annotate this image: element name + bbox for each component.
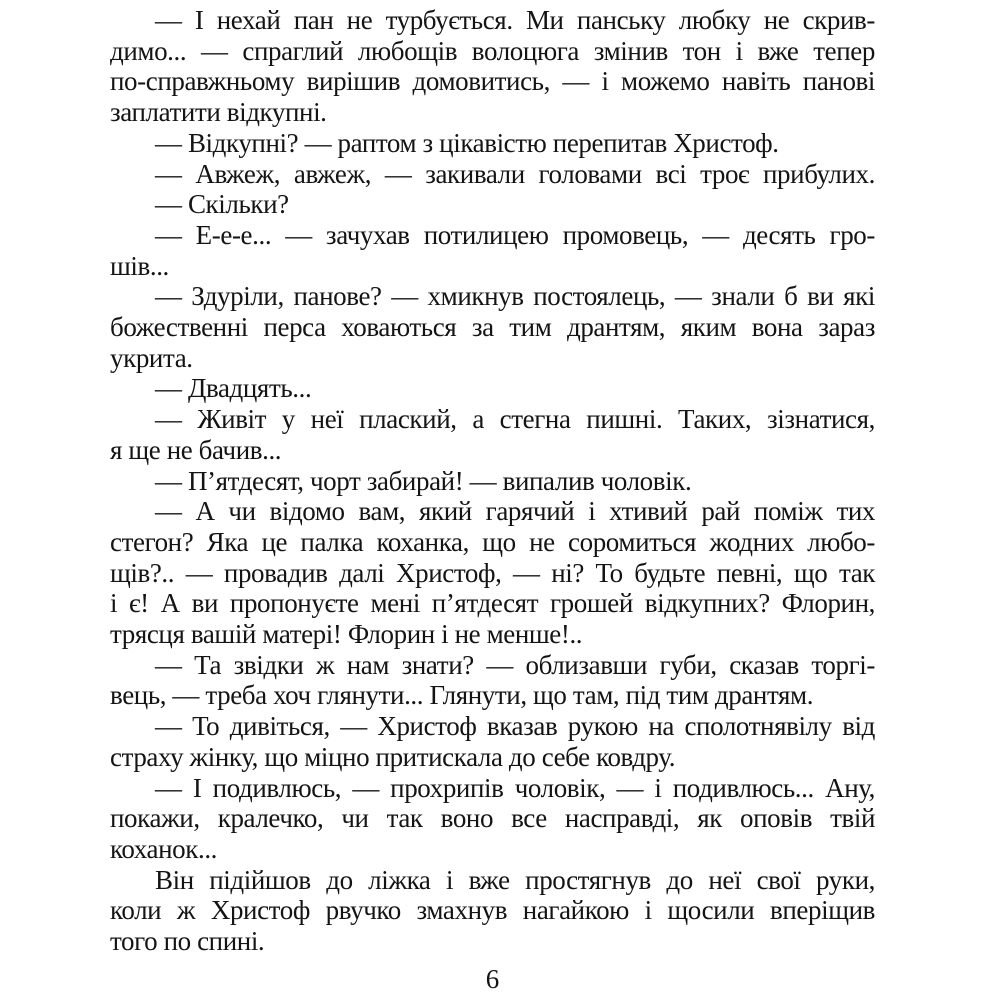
paragraph <box>110 711 875 772</box>
text-line: вець, — треба хоч глянути... Глянути, що там, під тим дрантям. <box>110 680 814 711</box>
paragraph <box>110 650 875 711</box>
text-block <box>110 5 875 957</box>
paragraph <box>110 496 875 650</box>
paragraph <box>110 466 875 497</box>
paragraph <box>110 189 875 220</box>
text-line: того по спині. <box>110 926 265 957</box>
paragraph <box>110 220 875 281</box>
text-line: шів... <box>110 250 169 281</box>
page-number: 6 <box>485 963 500 994</box>
paragraph <box>110 128 875 159</box>
text-line: — І подивлюсь, — прохрипів чоловік, — і подивлюсь... Ану, <box>155 772 875 803</box>
text-line: страху жінку, що міцно притискала до себе ковдру. <box>110 741 676 772</box>
text-line: я ще не бачив... <box>110 434 282 465</box>
text-line: коханок... <box>110 833 218 864</box>
paragraph <box>110 373 875 404</box>
text-line: — Відкупні? — раптом з цікавістю перепитав Христоф. <box>155 127 779 158</box>
text-line: і є! А ви пропонуєте мені п’ятдесят грошей відкупних? Флорин, <box>110 588 875 619</box>
text-line: покажи, кралечко, чи так воно все насправді, як оповів твій <box>110 803 875 834</box>
text-line: щів?.. — провадив далі Христоф, — ні? То будьте певні, що так <box>110 557 875 588</box>
text-line: — Скільки? <box>155 189 289 220</box>
text-line: заплатити відкупні. <box>110 97 327 128</box>
paragraph <box>110 5 875 128</box>
text-line: стегон? Яка це палка коханка, що не соромиться жодних любо- <box>110 526 875 557</box>
text-line: — Авжеж, авжеж, — закивали головами всі троє прибулих. <box>155 158 875 189</box>
paragraph <box>110 159 875 190</box>
text-line: по-справжньому вирішив домовитись, — і можемо навіть панові <box>110 66 875 97</box>
text-line: укрита. <box>110 342 193 373</box>
text-line: димо... — спраглий любощів волоцюга змінив тон і вже тепер <box>110 35 875 66</box>
paragraph <box>110 404 875 465</box>
text-line: — То дивіться, — Христоф вказав рукою на сполотнявілу від <box>155 711 875 742</box>
text-line: — А чи відомо вам, який гарячий і хтивий рай поміж тих <box>155 496 875 527</box>
text-line: — Е-е-е... — зачухав потилицею промовець, — десять гро- <box>155 219 875 250</box>
text-line: — Живіт у неї плаский, а стегна пишні. Таких, зізнатися, <box>155 404 875 435</box>
paragraph <box>110 281 875 373</box>
text-line: — Та звідки ж нам знати? — облизавши губи, сказав торгі- <box>155 649 875 680</box>
text-line: — І нехай пан не турбується. Ми панську любку не скрив- <box>155 5 875 35</box>
paragraph <box>110 865 875 957</box>
text-line: Він підійшов до ліжка і вже простягнув до неї свої руки, <box>155 864 875 895</box>
paragraph <box>110 773 875 865</box>
text-line: коли ж Христоф рвучко змахнув нагайкою і щосили вперіщив <box>110 895 875 926</box>
text-line: божественні перса ховаються за тим дрантям, яким вона зараз <box>110 312 875 343</box>
text-line: трясця вашій матері! Флорин і не менше!.. <box>110 619 583 650</box>
text-line: — Двадцять... <box>155 373 312 404</box>
text-line: — Здуріли, панове? — хмикнув постоялець, — знали б ви які <box>155 281 875 312</box>
text-line: — П’ятдесят, чорт забирай! — випалив чоловік. <box>155 465 692 496</box>
